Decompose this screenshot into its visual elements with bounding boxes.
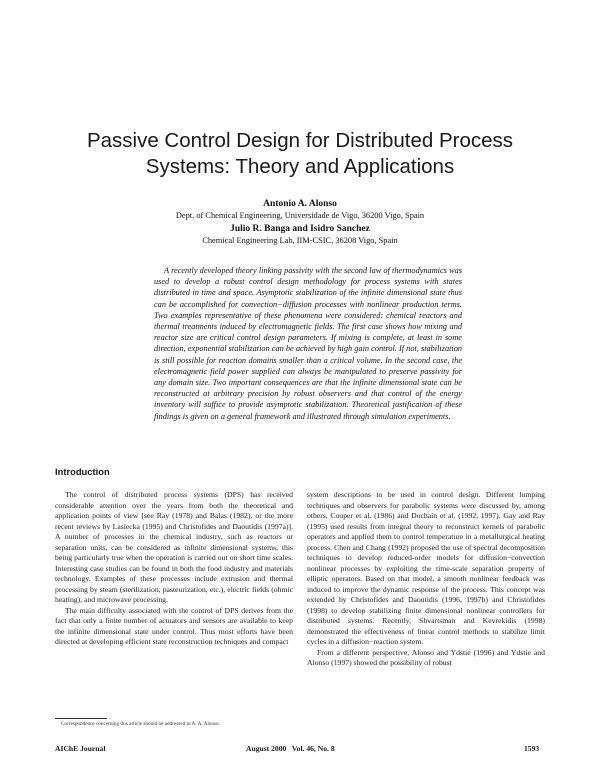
footer-journal: AIChE Journal bbox=[55, 744, 106, 753]
footer-issue: August 2000 Vol. 46, No. 8 bbox=[246, 744, 335, 753]
footnote-divider bbox=[55, 718, 107, 719]
right-column bbox=[307, 490, 545, 669]
abstract: A recently developed theory linking passivity with the second law of thermodynamics was used to develop a robust control design methodology for process systems with states distributed in time and space. Asymptotic stabilization of the infinite dimensional state thus can be accomplished for convection−diffusion processes with nonlinear production terms. Two examples representative of these phenomena were considered: chemical reactors and thermal treatments induced by electromagnetic fields. The first case shows how mixing and reactor size are critical control design parameters. If mixing is complete, at least in some direction, exponential stabilization can be achieved by high gain control. If not, stabilization is still possible for reaction domains smaller than a critical volume. In the second case, the electromagnetic field power supplied can always be manipulated to preserve passivity for any domain size. Two important consequences are that the infinite dimensional state can be reconstructed at arbitrary precision by robust observers and that control of the energy inventory will suffice to provide asymptotic stabilization. Theoretical justification of these findings is given on a general framework and illustrated through simulation experiments. bbox=[154, 266, 462, 421]
author-affiliation: Chemical Engineering Lab, IIM-CSIC, 36208 Vigo, Spain bbox=[202, 236, 398, 245]
footer-page-number: 1593 bbox=[524, 744, 540, 753]
author-affiliation: Dept. of Chemical Engineering, Universidade de Vigo, 36200 Vigo, Spain bbox=[175, 211, 425, 220]
author-names: Antonio A. Alonso bbox=[263, 199, 337, 209]
paragraph: The control of distributed process systems (DPS) has received considerable attention over the years from both the theoretical and application points of view [see Ray (1978) and Balas (1982), or the more recent reviews by Lasiecka (1995) and Christofides and Daoutidis (1997a)]. A number of processes in the chemical industry, such as reactors or separation units, can be considered as infinite dimensional systems, this being particularly true when the operation is carried out on short time scales. Interesting case studies can be found in both the food industry and materials technology. Examples of these processes include extrusion and thermal processing by steam (sterilization, pasteurization, etc.), electric fields (ohmic heating), and microwave processing. bbox=[55, 490, 293, 604]
left-column bbox=[55, 490, 293, 648]
footnote: Correspondence concerning this article should be addressed to A. A. Alonso. bbox=[61, 721, 220, 727]
paragraph: system descriptions to be used in control design. Different lumping techniques and observers for parabolic systems were discussed by, among others, Cooper et al. (1986) and Dochain et al. (1992, 1997). Gay and Ray (1995) used results from integral theory to reconstruct kernels of parabolic operators and applied them to control temperature in a metallurgical heating process. Chen and Chang (1992) proposed the use of spectral decomposition techniques to develop reduced-order models for diffusion−convection nonlinear processes by exploiting the time-scale separation property of elliptic operators. Based on that model, a smooth nonlinear feedback was induced to improve the dynamic response of the process. This concept was extended by Christofides and Daoutidis (1996, 1997b) and Christofides (1998) to develop stabilizing finite dimensional nonlinear controllers for distributed systems. Recently, Shvartsman and Kevrekidis (1998) demonstrated the effectiveness of linear control methods to stabilize limit cycles in a diffusion−reaction system. bbox=[307, 490, 545, 646]
title-line-1: Passive Control Design for Distributed Process bbox=[86, 129, 514, 152]
author-names: Julio R. Banga and Isidro Sanchez bbox=[230, 224, 370, 234]
paragraph: From a different perspective, Alonso and Ydstie (1996) and Ydstie and Alonso (1997) showed the possibility of robust bbox=[307, 647, 545, 667]
section-heading: Introduction bbox=[55, 466, 110, 477]
paper-title bbox=[40, 128, 560, 180]
title-line-2: Systems: Theory and Applications bbox=[145, 155, 455, 178]
paragraph: The main difficulty associated with the control of DPS derives from the fact that only a finite number of actuators and sensors are available to keep the infinite dimensional state under control. Thus most efforts have been directed at developing efficient state reconstruction techniques and compact bbox=[55, 605, 293, 646]
